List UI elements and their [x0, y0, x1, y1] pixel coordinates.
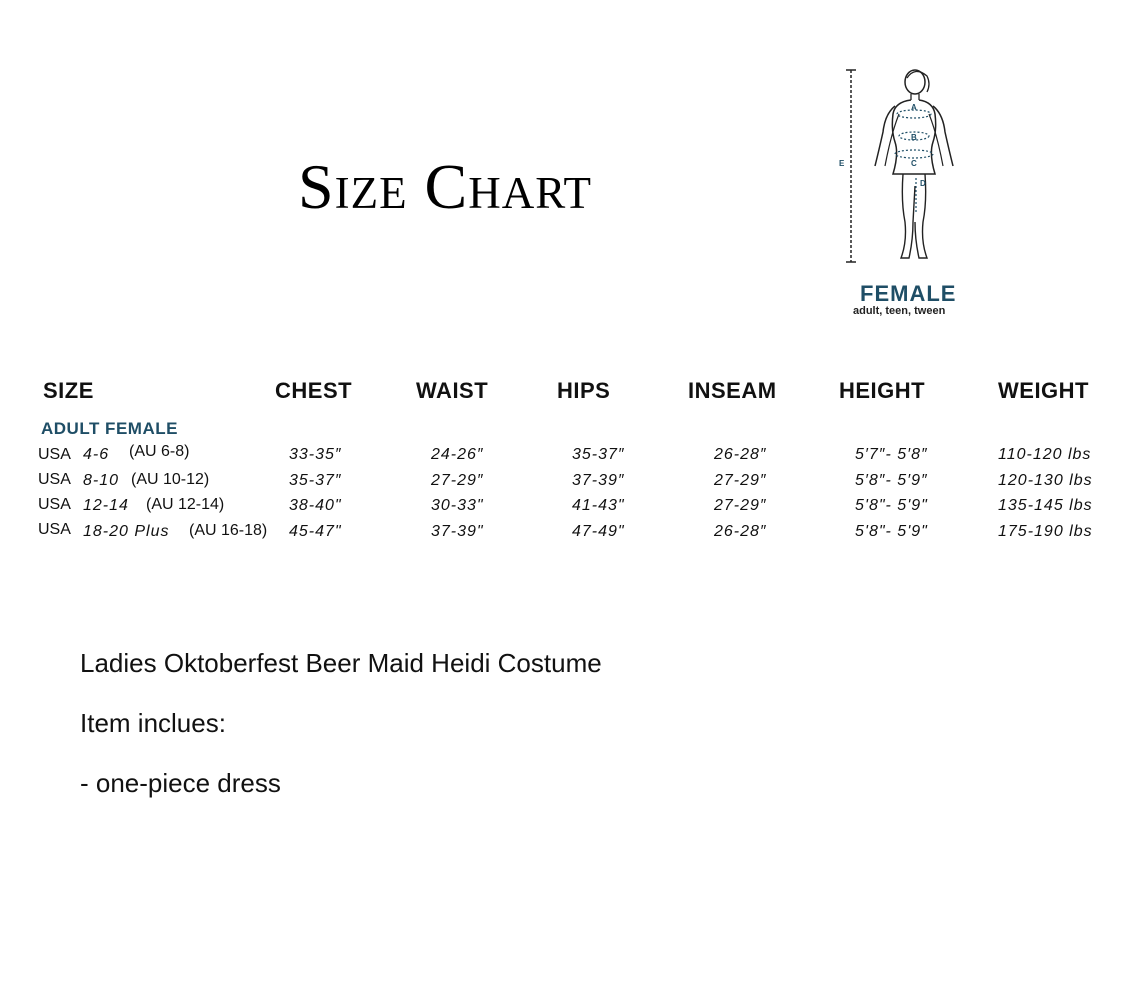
row-size: 4-6 — [83, 446, 110, 463]
row-chest: 35-37″ — [289, 472, 342, 489]
row-inseam: 27-29″ — [714, 472, 767, 489]
marker-b: B — [911, 133, 917, 142]
row-size: 8-10 — [83, 472, 120, 489]
row-hips: 37-39″ — [572, 472, 625, 489]
row-weight: 110-120 lbs — [998, 446, 1092, 463]
row-height: 5'8"- 5'9" — [855, 497, 928, 514]
header-size: SIZE — [43, 378, 94, 403]
includes-heading: Item inclues: — [80, 708, 226, 738]
row-waist: 24-26″ — [431, 446, 484, 463]
row-chest: 38-40" — [289, 497, 342, 514]
row-weight: 175-190 lbs — [998, 523, 1093, 540]
row-hips: 35-37″ — [572, 446, 625, 463]
row-hips: 47-49" — [572, 523, 625, 540]
row-chest: 45-47" — [289, 523, 342, 540]
page-title: Size Chart — [298, 151, 593, 222]
row-waist: 37-39" — [431, 523, 484, 540]
row-height: 5′7″- 5′8″ — [855, 446, 928, 463]
marker-a: A — [911, 103, 917, 112]
marker-e: E — [839, 159, 845, 168]
row-size: 18-20 Plus — [83, 523, 170, 540]
row-size: 12-14 — [83, 497, 129, 514]
row-height: 5'8"- 5'9" — [855, 523, 928, 540]
row-au-size: (AU 6-8) — [129, 443, 190, 460]
marker-c: C — [911, 159, 917, 168]
row-chest: 33-35″ — [289, 446, 342, 463]
header-chest: CHEST — [275, 378, 353, 403]
row-au-size: (AU 12-14) — [146, 496, 225, 513]
row-au-size: (AU 16-18) — [189, 522, 268, 539]
row-waist: 30-33" — [431, 497, 484, 514]
row-au-size: (AU 10-12) — [131, 471, 210, 488]
header-inseam: INSEAM — [688, 378, 777, 403]
marker-d: D — [920, 179, 926, 188]
header-height: HEIGHT — [839, 378, 926, 403]
row-country: USA — [38, 521, 71, 538]
row-weight: 135-145 lbs — [998, 497, 1093, 514]
product-name: Ladies Oktoberfest Beer Maid Heidi Costume — [80, 648, 602, 678]
header-weight: WEIGHT — [998, 378, 1089, 403]
row-waist: 27-29″ — [431, 472, 484, 489]
row-country: USA — [38, 446, 71, 463]
included-item: - one-piece dress — [80, 768, 281, 798]
header-hips: HIPS — [557, 378, 611, 403]
header-waist: WAIST — [416, 378, 489, 403]
row-hips: 41-43" — [572, 497, 625, 514]
figure-sublabel: adult, teen, tween — [853, 305, 946, 317]
row-height: 5′8″- 5′9″ — [855, 472, 928, 489]
row-weight: 120-130 lbs — [998, 472, 1093, 489]
row-inseam: 26-28″ — [714, 523, 767, 540]
row-country: USA — [38, 471, 71, 488]
row-country: USA — [38, 496, 71, 513]
group-label: ADULT FEMALE — [41, 419, 178, 438]
row-inseam: 27-29″ — [714, 497, 767, 514]
row-inseam: 26-28″ — [714, 446, 767, 463]
figure-label: FEMALE — [860, 281, 957, 306]
female-body-diagram-icon — [835, 62, 975, 272]
